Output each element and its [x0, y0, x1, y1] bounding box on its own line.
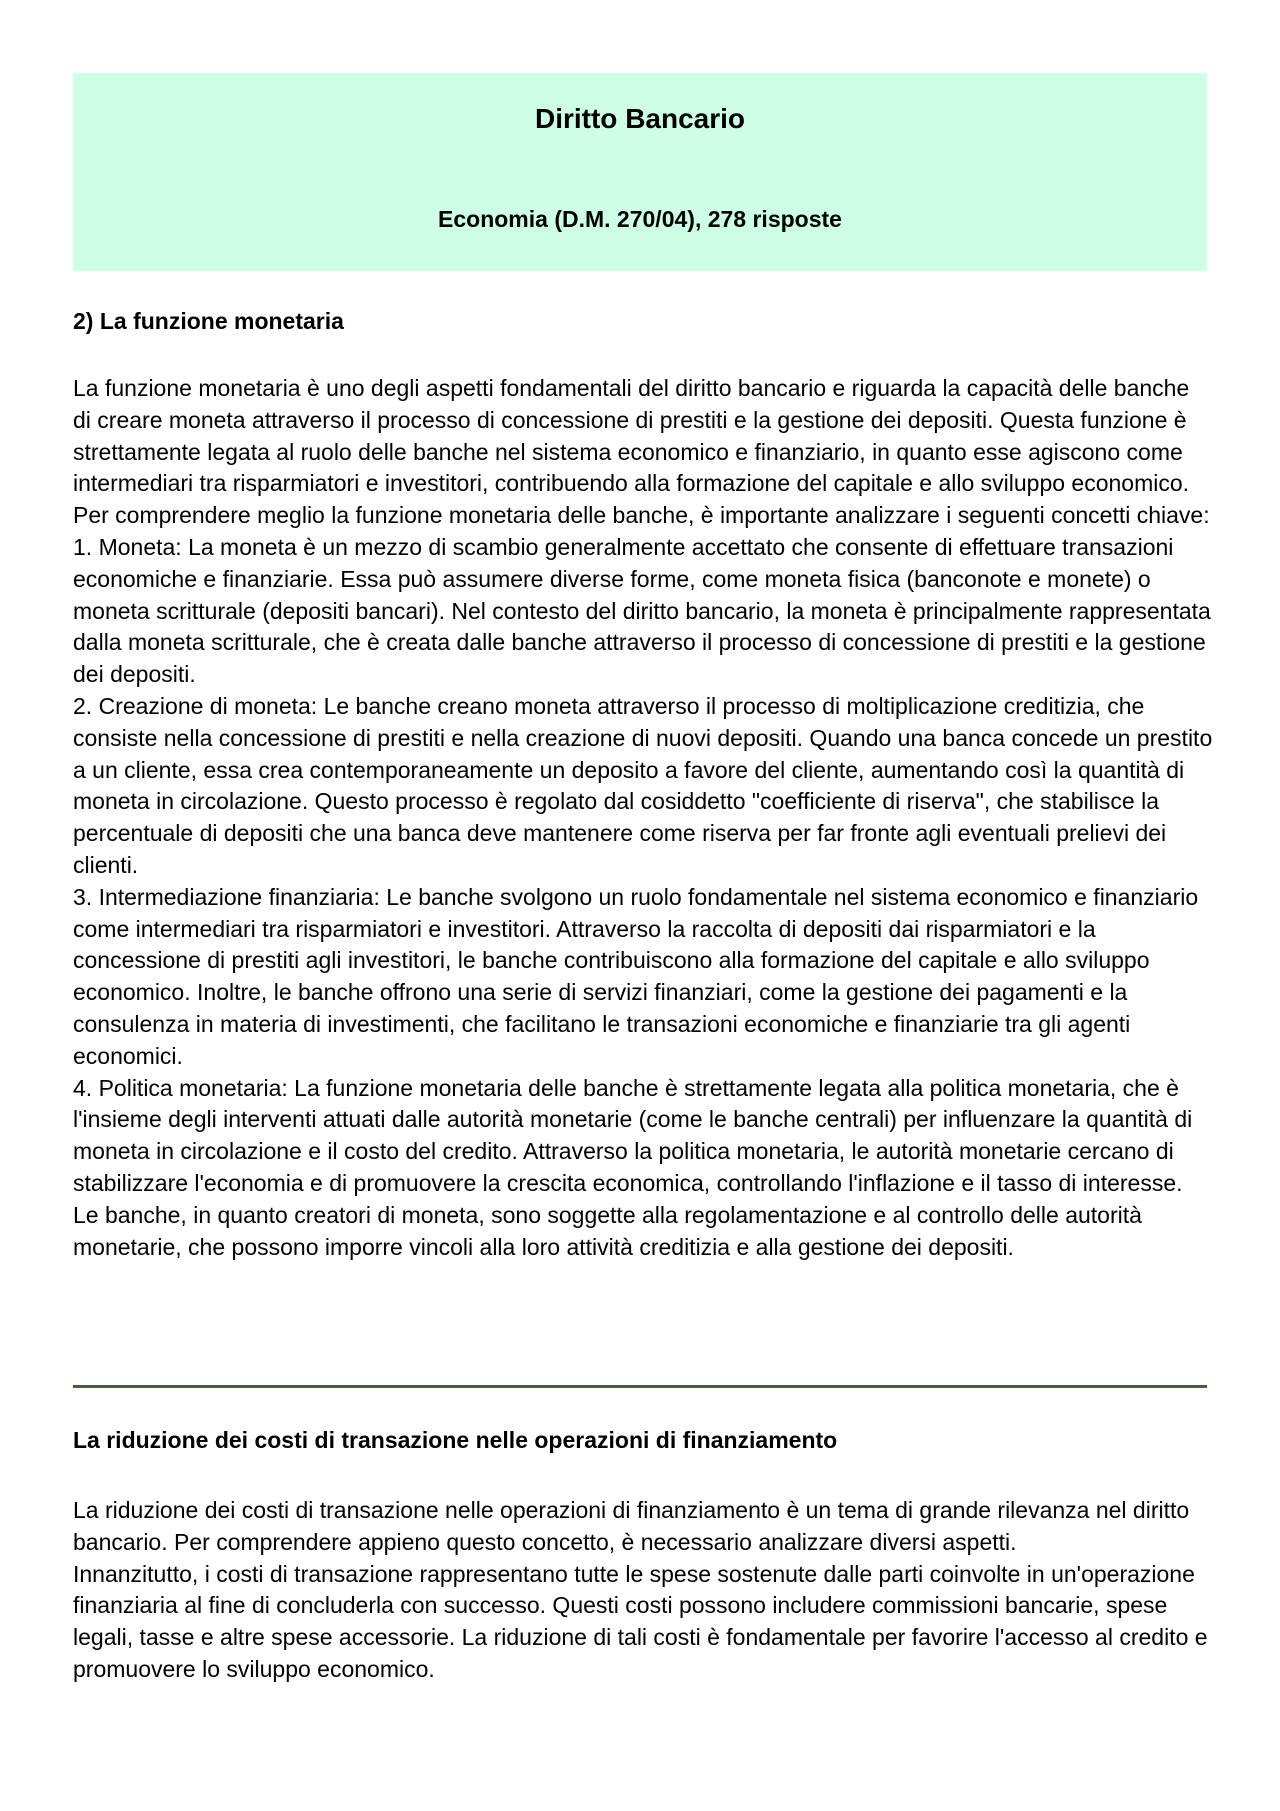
- paragraph: Innanzitutto, i costi di transazione rappresentano tutte le spese sostenute dalle parti coinvolte in un'operazione finanziaria al fine di concluderla con successo. Questi costi possono includere commissioni bancarie, spese legali, tasse e altre spese accessorie. La riduzione di tali costi è fondamentale per favorire l'accesso al credito e promuovere lo sviluppo economico.: [73, 1560, 1208, 1682]
- document-header: [73, 73, 1207, 271]
- section-funzione-monetaria: [73, 306, 1213, 1263]
- section-riduzione-costi: [73, 1425, 1213, 1686]
- document-title: Diritto Bancario: [534, 103, 746, 134]
- section-heading: 2) La funzione monetaria: [73, 308, 344, 334]
- section-heading: La riduzione dei costi di transazione nelle operazioni di finanziamento: [73, 1427, 838, 1453]
- document-subtitle: Economia (D.M. 270/04), 278 risposte: [438, 206, 842, 232]
- paragraph: Per comprendere meglio la funzione monetaria delle banche, è importante analizzare i seguenti concetti chiave:: [73, 502, 1210, 529]
- section-body: [73, 373, 1213, 1263]
- paragraph: 3. Intermediazione finanziaria: Le banche svolgono un ruolo fondamentale nel sistema economico e finanziario come intermediari tra risparmiatori e investitori. Attraverso la raccolta di depositi dai risparmiatori e la concessione di prestiti agli investitori, le banche contribuiscono alla formazione del capitale e allo sviluppo economico. Inoltre, le banche offrono una serie di servizi finanziari, come la gestione dei pagamenti e la consulenza in materia di investimenti, che facilitano le transazioni economiche e finanziarie tra gli agenti economici.: [73, 883, 1199, 1069]
- section-divider: [73, 1385, 1207, 1388]
- section-body: [73, 1495, 1213, 1686]
- paragraph: 2. Creazione di moneta: Le banche creano moneta attraverso il processo di moltiplicazione creditizia, che consiste nella concessione di prestiti e nella creazione di nuovi depositi. Quando una banca concede un prestito a un cliente, essa crea contemporaneamente un deposito a favore del cliente, aumentando così la quantità di moneta in circolazione. Questo processo è regolato dal cosiddetto "coefficiente di riserva", che stabilisce la percentuale di depositi che una banca deve mantenere come riserva per far fronte agli eventuali prelievi dei clienti.: [73, 692, 1213, 878]
- paragraph: La funzione monetaria è uno degli aspetti fondamentali del diritto bancario e riguarda la capacità delle banche di creare moneta attraverso il processo di concessione di prestiti e la gestione dei depositi. Questa funzione è strettamente legata al ruolo delle banche nel sistema economico e finanziario, in quanto esse agiscono come intermediari tra risparmiatori e investitori, contribuendo alla formazione del capitale e allo sviluppo economico.: [73, 375, 1190, 497]
- paragraph: La riduzione dei costi di transazione nelle operazioni di finanziamento è un tema di grande rilevanza nel diritto bancario. Per comprendere appieno questo concetto, è necessario analizzare diversi aspetti.: [73, 1497, 1190, 1555]
- paragraph: 1. Moneta: La moneta è un mezzo di scambio generalmente accettato che consente di effettuare transazioni economiche e finanziarie. Essa può assumere diverse forme, come moneta fisica (banconote e monete) o moneta scritturale (depositi bancari). Nel contesto del diritto bancario, la moneta è principalmente rappresentata dalla moneta scritturale, che è creata dalle banche attraverso il processo di concessione di prestiti e la gestione dei depositi.: [73, 533, 1211, 688]
- paragraph: 4. Politica monetaria: La funzione monetaria delle banche è strettamente legata alla politica monetaria, che è l'insieme degli interventi attuati dalle autorità monetarie (come le banche centrali) per influenzare la quantità di moneta in circolazione e il costo del credito. Attraverso la politica monetaria, le autorità monetarie cercano di stabilizzare l'economia e di promuovere la crescita economica, controllando l'inflazione e il tasso di interesse. Le banche, in quanto creatori di moneta, sono soggette alla regolamentazione e al controllo delle autorità monetarie, che possono imporre vincoli alla loro attività creditizia e alla gestione dei depositi.: [73, 1074, 1193, 1260]
